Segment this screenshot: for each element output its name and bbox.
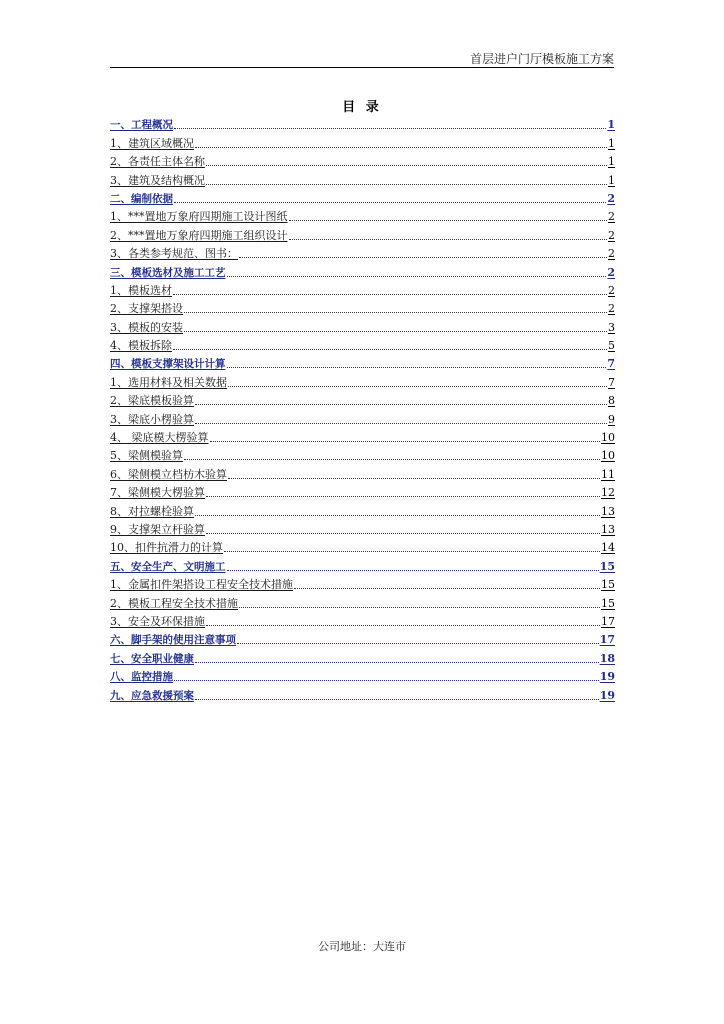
toc-entry[interactable] [110, 169, 615, 187]
toc-entry[interactable] [110, 151, 615, 169]
toc-entry-label[interactable]: 4、 梁底模大楞验算 [110, 431, 209, 445]
toc-entry-label[interactable]: 1、金属扣件架搭设工程安全技术措施 [110, 578, 293, 592]
toc-leader-dots [173, 348, 607, 350]
toc-entry-label[interactable]: 二、编制依据 [110, 192, 173, 205]
toc-entry[interactable] [110, 500, 615, 518]
toc-entry-label[interactable]: 1、选用材料及相关数据 [110, 375, 227, 389]
toc-entry-page[interactable]: 10 [601, 431, 615, 445]
toc-entry-label[interactable]: 6、梁侧模立档枋木验算 [110, 467, 227, 481]
toc-leader-dots [184, 458, 600, 460]
toc-entry[interactable] [110, 243, 615, 261]
toc-entry[interactable] [110, 132, 615, 150]
toc-leader-dots [227, 275, 607, 277]
toc-entry[interactable] [110, 574, 615, 592]
toc-entry[interactable] [110, 537, 615, 555]
toc-entry[interactable] [110, 390, 615, 408]
toc-entry-page[interactable]: 14 [601, 541, 615, 555]
toc-leader-dots [195, 514, 600, 516]
toc-entry[interactable] [110, 611, 615, 629]
toc-leader-dots [206, 532, 600, 534]
toc-entry[interactable] [110, 592, 615, 610]
toc-leader-dots [294, 587, 600, 589]
toc-entry[interactable] [110, 188, 615, 206]
toc-entry-page[interactable]: 15 [599, 559, 615, 573]
toc-entry[interactable] [110, 335, 615, 353]
toc-leader-dots [195, 146, 607, 148]
toc-entry[interactable] [110, 445, 615, 463]
toc-entry-page[interactable]: 18 [599, 651, 615, 665]
toc-leader-dots [228, 477, 600, 479]
toc-entry-page[interactable]: 19 [599, 670, 615, 684]
toc-entry-label[interactable]: 2、***置地万象府四期施工组织设计 [110, 228, 288, 242]
toc-leader-dots [227, 569, 599, 571]
toc-entry-label[interactable]: 7、梁侧模大楞验算 [110, 486, 205, 500]
toc-leader-dots [224, 550, 600, 552]
toc-entry-page[interactable]: 15 [601, 578, 615, 592]
toc-leader-dots [289, 238, 608, 240]
toc-entry[interactable] [110, 666, 615, 684]
toc-entry-label[interactable]: 三、模板选材及施工工艺 [110, 266, 226, 279]
toc-entry-label[interactable]: 3、梁底小楞验算 [110, 412, 194, 426]
toc-entry[interactable] [110, 427, 615, 445]
toc-entry-label[interactable]: 1、***置地万象府四期施工设计图纸 [110, 210, 288, 224]
toc-entry[interactable] [110, 647, 615, 665]
toc-entry[interactable] [110, 684, 615, 702]
toc-leader-dots [206, 495, 600, 497]
toc-entry[interactable] [110, 353, 615, 371]
toc-leader-dots [173, 293, 607, 295]
toc-entry-page[interactable]: 8 [608, 394, 615, 408]
toc-entry-label[interactable]: 九、应急救援预案 [110, 689, 194, 702]
toc-entry-label[interactable]: 四、模板支撑架设计计算 [110, 358, 226, 371]
toc-entry-label[interactable]: 2、各责任主体名称 [110, 155, 205, 169]
toc-leader-dots [184, 311, 607, 313]
toc-leader-dots [239, 606, 600, 608]
toc-title: 目 录 [342, 100, 382, 115]
toc-leader-dots [195, 661, 599, 663]
toc-entry-label[interactable]: 2、支撑架搭设 [110, 302, 183, 316]
toc-entry-page[interactable]: 17 [599, 633, 615, 647]
toc-entry-page[interactable]: 2 [607, 191, 615, 205]
toc-entry-page[interactable]: 19 [599, 688, 615, 702]
toc-entry-page[interactable]: 7 [608, 375, 615, 389]
toc-entry-page[interactable]: 2 [608, 210, 615, 224]
toc-entry-label[interactable]: 2、梁底模板验算 [110, 394, 194, 408]
header-title: 首层进户门厅模板施工方案 [469, 52, 614, 66]
toc-entry-label[interactable]: 六、脚手架的使用注意事项 [110, 634, 236, 647]
toc-entry-label[interactable]: 八、监控措施 [110, 671, 173, 684]
toc-leader-dots [174, 201, 606, 203]
header-rule [110, 67, 614, 68]
toc-entry-label[interactable]: 4、模板拆除 [110, 339, 172, 353]
toc-leader-dots [289, 219, 608, 221]
toc-leader-dots [174, 127, 606, 129]
toc-leader-dots [227, 366, 607, 368]
toc-entry-page[interactable]: 10 [601, 449, 615, 463]
toc-entry[interactable] [110, 629, 615, 647]
toc-entry-page[interactable]: 15 [601, 596, 615, 610]
toc-leader-dots [174, 679, 599, 681]
toc-leader-dots [195, 403, 607, 405]
toc-entry-page[interactable]: 2 [608, 283, 615, 297]
toc-leader-dots [239, 256, 607, 258]
toc-entry[interactable] [110, 261, 615, 279]
toc-entry[interactable] [110, 316, 615, 334]
toc-leader-dots [195, 422, 607, 424]
toc-entry-label[interactable]: 1、建筑区域概况 [110, 136, 194, 150]
toc-leader-dots [210, 440, 601, 442]
toc-entry-page[interactable]: 7 [607, 357, 615, 371]
toc-entry-label[interactable]: 3、各类参考规范、图书： [110, 247, 238, 261]
toc-entry-page[interactable]: 13 [601, 522, 615, 536]
toc-entry-page[interactable]: 2 [608, 302, 615, 316]
toc-entry-page[interactable]: 5 [608, 339, 615, 353]
toc-entry-label[interactable]: 五、安全生产、文明施工 [110, 560, 226, 573]
toc-entry-label[interactable]: 8、对拉螺栓验算 [110, 504, 194, 518]
toc-entry-page[interactable]: 17 [601, 614, 615, 628]
toc-entry-page[interactable]: 3 [608, 320, 615, 334]
toc-entry[interactable] [110, 555, 615, 573]
toc-entry-label[interactable]: 一、工程概况 [110, 119, 173, 132]
toc-entry-label[interactable]: 3、模板的安装 [110, 320, 183, 334]
toc-entry-label[interactable]: 七、安全职业健康 [110, 652, 194, 665]
toc-leader-dots [184, 330, 607, 332]
toc-leader-dots [228, 385, 607, 387]
toc-entry-page[interactable]: 12 [601, 486, 615, 500]
toc-entry-page[interactable]: 9 [608, 412, 615, 426]
toc-entry-page[interactable]: 2 [608, 228, 615, 242]
toc-entry-page[interactable]: 1 [608, 173, 615, 187]
toc-leader-dots [206, 164, 607, 166]
table-of-contents [110, 114, 615, 703]
toc-entry[interactable] [110, 298, 615, 316]
toc-entry[interactable] [110, 206, 615, 224]
toc-entry-label[interactable]: 1、模板选材 [110, 283, 172, 297]
toc-entry[interactable] [110, 371, 615, 389]
toc-leader-dots [195, 698, 599, 700]
toc-entry-label[interactable]: 10、扣件抗滑力的计算 [110, 541, 223, 555]
toc-entry[interactable] [110, 280, 615, 298]
toc-entry-page[interactable]: 1 [608, 155, 615, 169]
toc-entry-page[interactable]: 2 [608, 247, 615, 261]
toc-entry-label[interactable]: 3、建筑及结构概况 [110, 173, 205, 187]
toc-leader-dots [206, 183, 607, 185]
toc-entry[interactable] [110, 408, 615, 426]
toc-entry-page[interactable]: 11 [601, 467, 615, 481]
toc-entry-page[interactable]: 2 [607, 265, 615, 279]
toc-entry-label[interactable]: 5、梁侧模验算 [110, 449, 183, 463]
toc-entry-label[interactable]: 9、支撑架立杆验算 [110, 522, 205, 536]
toc-entry[interactable] [110, 224, 615, 242]
toc-entry[interactable] [110, 519, 615, 537]
toc-entry[interactable] [110, 463, 615, 481]
toc-entry[interactable] [110, 482, 615, 500]
toc-entry-label[interactable]: 2、模板工程安全技术措施 [110, 596, 238, 610]
toc-entry[interactable] [110, 114, 615, 132]
toc-leader-dots [206, 624, 600, 626]
footer-address: 公司地址：大连市 [318, 940, 406, 953]
toc-entry-page[interactable]: 1 [607, 118, 615, 132]
toc-entry-label[interactable]: 3、安全及环保措施 [110, 614, 205, 628]
toc-entry-page[interactable]: 13 [601, 504, 615, 518]
toc-leader-dots [237, 642, 599, 644]
toc-entry-page[interactable]: 1 [608, 136, 615, 150]
